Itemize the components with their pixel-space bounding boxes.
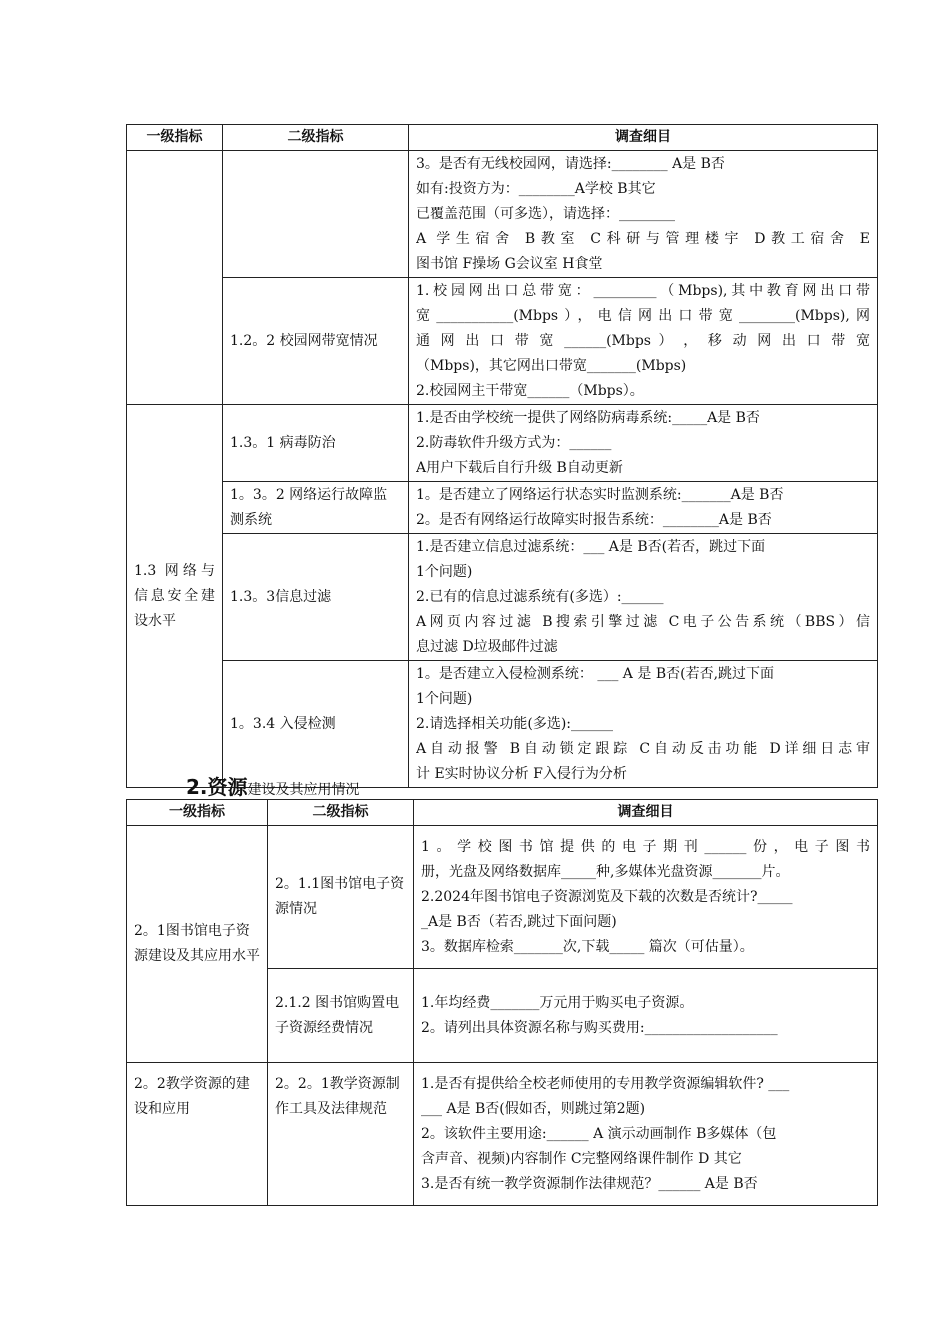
detail-cell-filter: [409, 534, 878, 661]
level2-cell: 1。3.4 入侵检测: [223, 661, 409, 788]
table-header-row: [127, 125, 878, 151]
table-row-virus: [127, 405, 878, 482]
detail-line: A 学生宿舍 B教室 C科研与管理楼宇 D教工宿舍 E: [416, 231, 870, 247]
detail-line: 1.是否有提供给全校老师使用的专用教学资源编辑软件? ___: [421, 1076, 790, 1092]
detail-line: 2.已有的信息过滤系统有(多选）:______: [416, 589, 664, 605]
detail-cell-bandwidth: [409, 278, 878, 405]
header-level1: 一级指标: [127, 800, 268, 826]
detail-line: 含声音、视频)内容制作 C完整网络课件制作 D 其它: [421, 1151, 742, 1167]
detail-line: 1个问题): [416, 564, 473, 580]
network-survey-table: [126, 124, 878, 788]
section-heading-main: 2.资源: [186, 775, 248, 799]
section-heading: [186, 774, 360, 800]
level1-cell-library: 2。1图书馆电子资源建设及其应用水平: [127, 826, 268, 1063]
section-heading-sub: 建设及其应用情况: [247, 782, 360, 798]
detail-line: 2.2024年图书馆电子资源浏览及下载的次数是否统计?_____: [421, 889, 793, 905]
level1-cell-empty: [127, 151, 223, 405]
table-row-library-resources: [127, 826, 878, 969]
detail-line: 计 E实时协议分析 F入侵行为分析: [416, 766, 627, 782]
level2-cell: 1.3。3信息过滤: [223, 534, 409, 661]
detail-cell-virus: [409, 405, 878, 482]
detail-cell-library-funding: [414, 969, 878, 1063]
header-detail: 调查细目: [414, 800, 878, 826]
level2-cell: 1。3。2 网络运行故障监测系统: [223, 482, 409, 534]
detail-line: 图书馆 F操场 G会议室 H食堂: [416, 256, 603, 272]
table-row-teaching-resources: [127, 1063, 878, 1206]
level1-cell-teaching: 2。2教学资源的建设和应用: [127, 1063, 268, 1206]
detail-line: 2。请列出具体资源名称与购买费用:___________________: [421, 1019, 778, 1036]
table-row-filter: [127, 534, 878, 661]
detail-cell-teaching: [414, 1063, 878, 1206]
detail-line: 3.是否有统一教学资源制作法律规范？______ A是 B否: [421, 1176, 758, 1192]
detail-line: 3。数据库检索_______次,下载_____ 篇次（可估量）。: [421, 939, 754, 955]
detail-line: 1。是否建立入侵检测系统： ___ A 是 B否(若否,跳过下面: [416, 666, 775, 682]
level2-cell: 2。2。1教学资源制作工具及法律规范: [268, 1063, 414, 1206]
level2-cell: 1.3。1 病毒防治: [223, 405, 409, 482]
detail-line: ___ A是 B否(假如否，则跳过第2题): [421, 1101, 646, 1117]
detail-cell-intrusion: [409, 661, 878, 788]
detail-line: 1.是否由学校统一提供了网络防病毒系统:_____A是 B否: [416, 410, 760, 426]
detail-line: 如有:投资方为：________A学校 B其它: [416, 181, 656, 197]
detail-line: A用户下载后自行升级 B自动更新: [416, 460, 623, 476]
level2-cell: 1.2。2 校园网带宽情况: [223, 278, 409, 405]
detail-line: 息过滤 D垃圾邮件过滤: [416, 639, 558, 655]
table-header-row: [127, 800, 878, 826]
detail-line: 1。是否建立了网络运行状态实时监测系统:_______A是 B否: [416, 487, 784, 503]
detail-line: _A是 B否（若否,跳过下面问题): [421, 914, 617, 930]
detail-line: 2.请选择相关功能(多选):______: [416, 716, 613, 732]
detail-line: A自动报警 B自动锁定跟踪 C自动反击功能 D详细日志审: [416, 741, 870, 757]
detail-line: A网页内容过滤 B搜索引擎过滤 C电子公告系统（BBS）信: [416, 614, 870, 630]
detail-line: 1.年均经费_______万元用于购买电子资源。: [421, 994, 694, 1011]
detail-line: 1个问题): [416, 691, 473, 707]
table-row-monitor: [127, 482, 878, 534]
header-level2: 二级指标: [268, 800, 414, 826]
header-detail: 调查细目: [409, 125, 878, 151]
table-row-bandwidth: [127, 278, 878, 405]
resource-survey-table: [126, 799, 878, 1206]
detail-line: 2。是否有网络运行故障实时报告系统：________A是 B否: [416, 512, 772, 528]
level2-cell: 2.1.2 图书馆购置电子资源经费情况: [268, 969, 414, 1063]
detail-cell-library-resources: [414, 826, 878, 969]
detail-line: （Mbps)，其它网出口带宽_______(Mbps): [416, 358, 687, 374]
detail-cell-wireless: [409, 151, 878, 278]
table-row-intrusion: [127, 661, 878, 788]
detail-line: 1.是否建立信息过滤系统：___ A是 B否(若否，跳过下面: [416, 539, 766, 555]
detail-line: 宽___________(Mbps），电信网出口带宽________(Mbps),网: [416, 308, 870, 324]
detail-line: 已覆盖范围（可多选），请选择：________: [416, 206, 675, 222]
header-level2: 二级指标: [223, 125, 409, 151]
detail-line: 1。学校图书馆提供的电子期刊______份，电子图书: [421, 839, 870, 855]
detail-line: 2.校园网主干带宽______（Mbps）。: [416, 383, 644, 399]
level1-cell-security: 1.3 网络与信息安全建设水平: [127, 405, 223, 788]
level2-cell-empty: [223, 151, 409, 278]
detail-line: 通 网 出 口 带 宽 ______(Mbps ） ， 移 动 网 出 口 带 宽: [416, 333, 870, 349]
level2-cell: 2。1.1图书馆电子资源情况: [268, 826, 414, 969]
detail-line: 1.校园网出口总带宽：_________（Mbps),其中教育网出口带: [416, 283, 870, 299]
detail-line: 2。该软件主要用途:______ A 演示动画制作 B多媒体（包: [421, 1126, 777, 1142]
detail-line: 册，光盘及网络数据库_____种,多媒体光盘资源_______片。: [421, 864, 790, 880]
table-row-wireless: [127, 151, 878, 278]
detail-line: 3。是否有无线校园网，请选择:________ A是 B否: [416, 156, 725, 172]
header-level1: 一级指标: [127, 125, 223, 151]
detail-line: 2.防毒软件升级方式为：______: [416, 435, 612, 451]
detail-cell-monitor: [409, 482, 878, 534]
